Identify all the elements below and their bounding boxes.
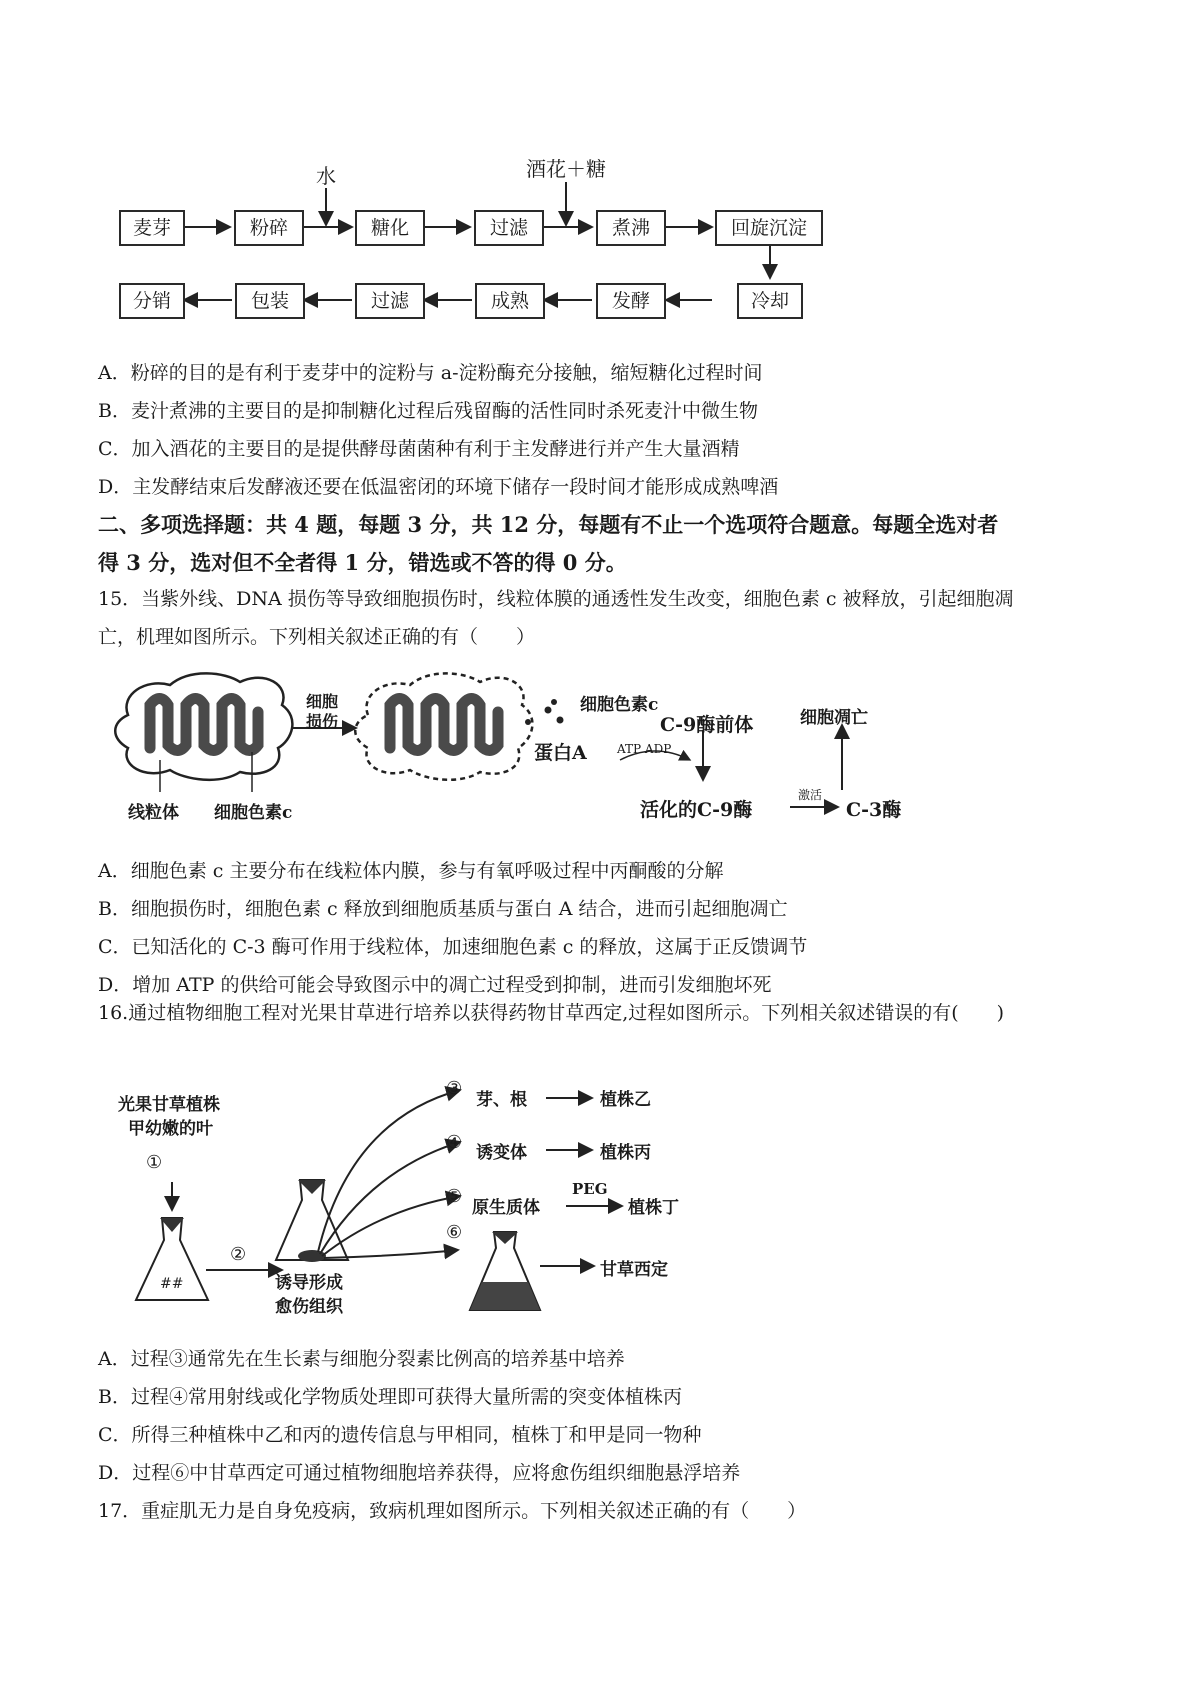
plant-label-line1: 光果甘草植株 [118, 1095, 220, 1115]
cytochrome-c-released-label: 细胞色素c [580, 695, 659, 715]
activate-label: 激活 [798, 788, 823, 802]
flask-3-icon [470, 1232, 540, 1310]
input-water-label: 水 [316, 164, 336, 188]
protein-a-label: 蛋白A [534, 742, 587, 764]
c9-active-label: 活化的C-9酶 [640, 799, 753, 821]
q17-stem: 17．重症肌无力是自身免疫病，致病机理如图所示。下列相关叙述正确的有（ ） [98, 1500, 807, 1522]
branch-4-plant-c: 植株丙 [600, 1143, 651, 1163]
flask-1-icon [136, 1218, 208, 1300]
q16-stem: 16.通过植物细胞工程对光果甘草进行培养以获得药物甘草西定,过程如图所示。下列相关叙述错误的有( ) [98, 1002, 1005, 1024]
mitochondrion-damaged-icon [355, 673, 532, 779]
mitochondrion-intact-icon [115, 673, 292, 779]
branch-4-marker: ④ [446, 1132, 463, 1153]
q16-option-d: D．过程⑥中甘草西定可通过植物细胞培养获得，应将愈伤组织细胞悬浮培养 [98, 1462, 741, 1484]
branch-3-marker: ③ [446, 1078, 463, 1099]
q15-option-b: B．细胞损伤时，细胞色素 c 释放到细胞质基质与蛋白 A 结合，进而引起细胞凋亡 [98, 898, 788, 920]
branch-5-plant-d: 植株丁 [628, 1198, 679, 1218]
step-filter-1: 过滤 [474, 210, 544, 246]
branch-6-marker: ⑥ [446, 1222, 463, 1243]
step-package: 包装 [235, 283, 305, 319]
mitochondrion-label: 线粒体 [128, 803, 179, 823]
q15-option-a: A．细胞色素 c 主要分布在线粒体内膜，参与有氧呼吸过程中丙酮酸的分解 [98, 860, 724, 882]
step-1-marker: ① [146, 1152, 163, 1173]
step-boil: 煮沸 [596, 210, 666, 246]
cytochrome-c-label: 细胞色素c [214, 803, 293, 823]
branch-4-mutant: 诱变体 [476, 1143, 527, 1163]
plant-label-line2: 甲幼嫩的叶 [128, 1119, 213, 1139]
apoptosis-label: 细胞凋亡 [800, 708, 868, 728]
q15-option-d: D．增加 ATP 的供给可能会导致图示中的凋亡过程受到抑制，进而引发细胞坏死 [98, 974, 772, 996]
q15-stem-line2: 亡，机理如图所示。下列相关叙述正确的有（ ） [98, 626, 536, 648]
step-mature: 成熟 [475, 283, 545, 319]
cell-damage-label: 细胞 损伤 [305, 692, 338, 731]
q16-option-c: C．所得三种植株中乙和丙的遗传信息与甲相同，植株丁和甲是同一物种 [98, 1424, 702, 1446]
section2-heading-line1: 二、多项选择题：共 4 题，每题 3 分，共 12 分，每题有不止一个选项符合题意。每题全选对者 [98, 512, 999, 537]
step-filter-2: 过滤 [355, 283, 425, 319]
q15-stem-line1: 15．当紫外线、DNA 损伤等导致细胞损伤时，线粒体膜的通透性发生改变，细胞色素 c 被释放，引起细胞凋 [98, 588, 1014, 610]
c3-enzyme-label: C-3酶 [846, 799, 902, 821]
step-saccharify: 糖化 [355, 210, 425, 246]
q16-option-b: B．过程④常用射线或化学物质处理即可获得大量所需的突变体植株丙 [98, 1386, 682, 1408]
apoptosis-diagram-drawing [0, 660, 1200, 840]
branch-5-marker: ⑤ [446, 1186, 463, 1207]
step-distribute: 分销 [119, 283, 185, 319]
q14-option-d: D．主发酵结束后发酵液还要在低温密闭的环境下储存一段时间才能形成成熟啤酒 [98, 476, 779, 498]
step-crush: 粉碎 [234, 210, 304, 246]
q16-option-a: A．过程③通常先在生长素与细胞分裂素比例高的培养基中培养 [98, 1348, 625, 1370]
q15-option-c: C．已知活化的 C-3 酶可作用于线粒体，加速细胞色素 c 的释放，这属于正反馈调节 [98, 936, 808, 958]
step-ferment: 发酵 [596, 283, 666, 319]
atp-adp-label: ATP ADP [617, 742, 672, 756]
step-cool: 冷却 [737, 283, 803, 319]
step-malt: 麦芽 [119, 210, 185, 246]
q14-option-b: B．麦汁煮沸的主要目的是抑制糖化过程后残留酶的活性同时杀死麦汁中微生物 [98, 400, 758, 422]
callus-label-line2: 愈伤组织 [275, 1297, 343, 1317]
branch-5-protoplast: 原生质体 [472, 1198, 540, 1218]
step-2-marker: ② [230, 1244, 247, 1265]
q14-option-c: C．加入酒花的主要目的是提供酵母菌菌种有利于主发酵进行并产生大量酒精 [98, 438, 740, 460]
branch-6-glycyrrhizin: 甘草西定 [600, 1260, 668, 1280]
q14-option-a: A．粉碎的目的是有利于麦芽中的淀粉与 a-淀粉酶充分接触，缩短糖化过程时间 [98, 362, 763, 384]
callus-label-line1: 诱导形成 [275, 1273, 343, 1293]
section2-heading-line2: 得 3 分，选对但不全者得 1 分，错选或不答的得 0 分。 [98, 550, 627, 575]
branch-5-peg: PEG [572, 1180, 608, 1198]
input-hops-label: 酒花＋糖 [526, 157, 606, 181]
step-whirlpool: 回旋沉淀 [715, 210, 823, 246]
flask-2-icon [276, 1180, 348, 1262]
c9-precursor-label: C-9酶前体 [660, 714, 754, 736]
branch-3-plant-b: 植株乙 [600, 1090, 651, 1110]
svg-text:##: ## [160, 1276, 184, 1292]
branch-3-bud-root: 芽、根 [476, 1090, 527, 1110]
